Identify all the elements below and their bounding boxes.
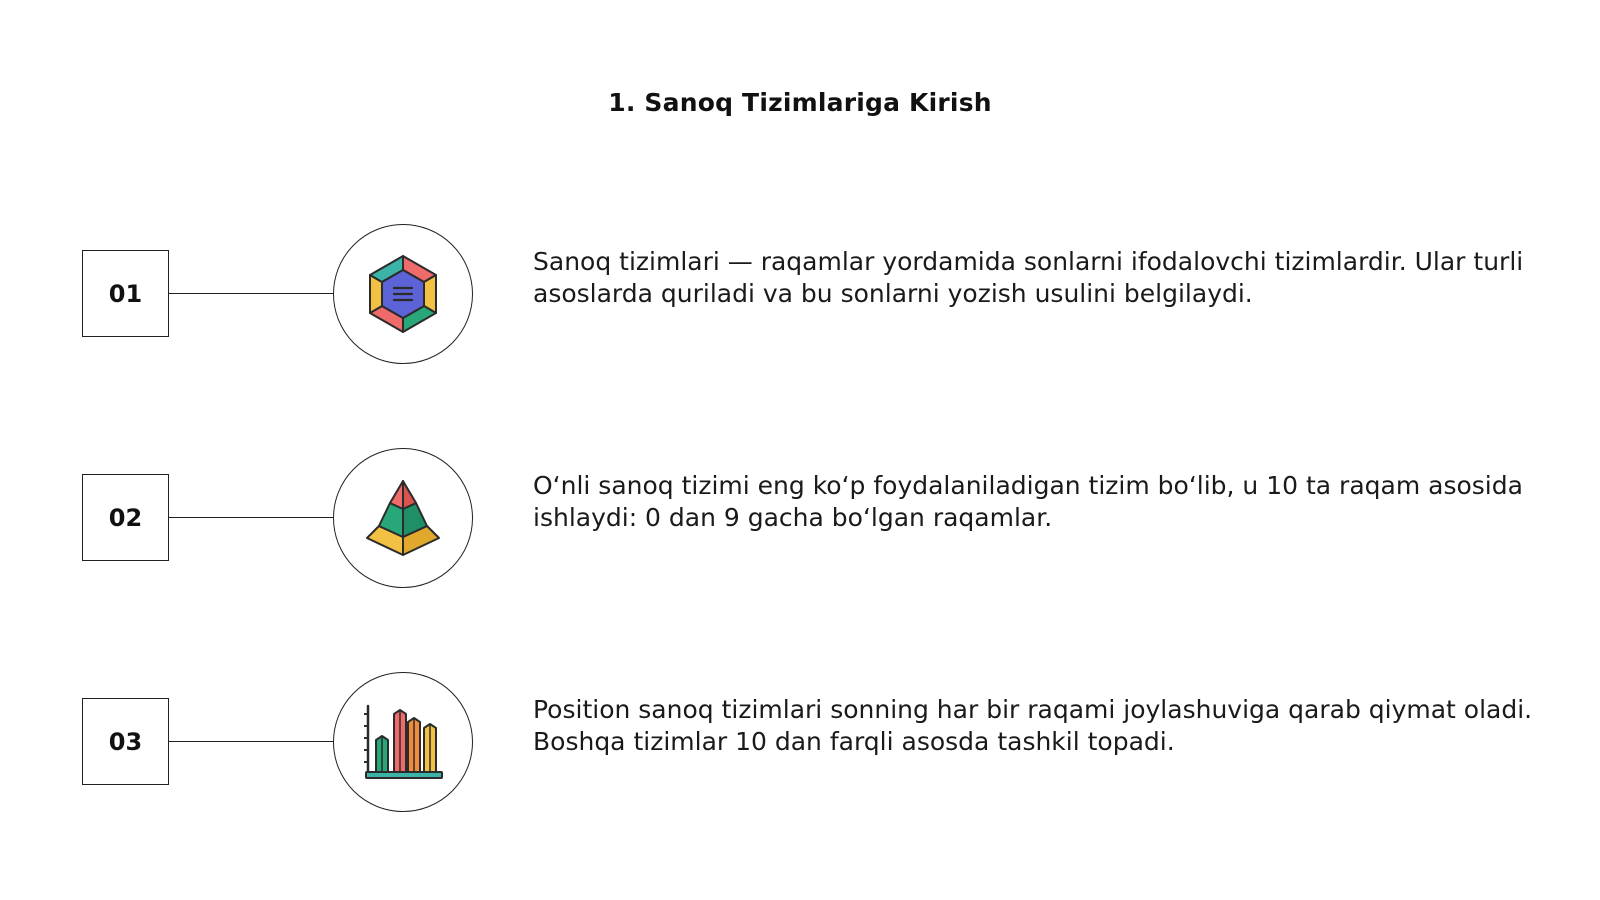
step-number-box: 01 bbox=[82, 250, 169, 337]
list-item bbox=[0, 448, 1600, 588]
connector-line bbox=[169, 517, 334, 518]
pyramid-icon bbox=[363, 478, 443, 558]
item-description: Sanoq tizimlari — raqamlar yordamida sonlarni ifodalovchi tizimlardir. Ular turli asoslarda quriladi va bu sonlarni yozish usulini belgilaydi. bbox=[533, 247, 1524, 308]
step-number-box: 02 bbox=[82, 474, 169, 561]
list-item bbox=[0, 224, 1600, 364]
icon-circle bbox=[333, 224, 473, 364]
icon-circle bbox=[333, 672, 473, 812]
hexagon-document-icon bbox=[366, 254, 440, 334]
slide-title: 1. Sanoq Tizimlariga Kirish bbox=[608, 88, 992, 117]
item-description: Position sanoq tizimlari sonning har bir raqami joylashuviga qarab qiymat oladi. Boshqa tizimlar 10 dan farqli asosda tashkil topadi. bbox=[533, 695, 1533, 756]
list-item bbox=[0, 672, 1600, 812]
item-description: O‘nli sanoq tizimi eng ko‘p foydalaniladigan tizim bo‘lib, u 10 ta raqam asosida ishlaydi: 0 dan 9 gacha bo‘lgan raqamlar. bbox=[533, 471, 1523, 532]
icon-circle bbox=[333, 448, 473, 588]
bar-chart-icon bbox=[362, 702, 444, 782]
step-number-box: 03 bbox=[82, 698, 169, 785]
connector-line bbox=[169, 741, 334, 742]
connector-line bbox=[169, 293, 334, 294]
